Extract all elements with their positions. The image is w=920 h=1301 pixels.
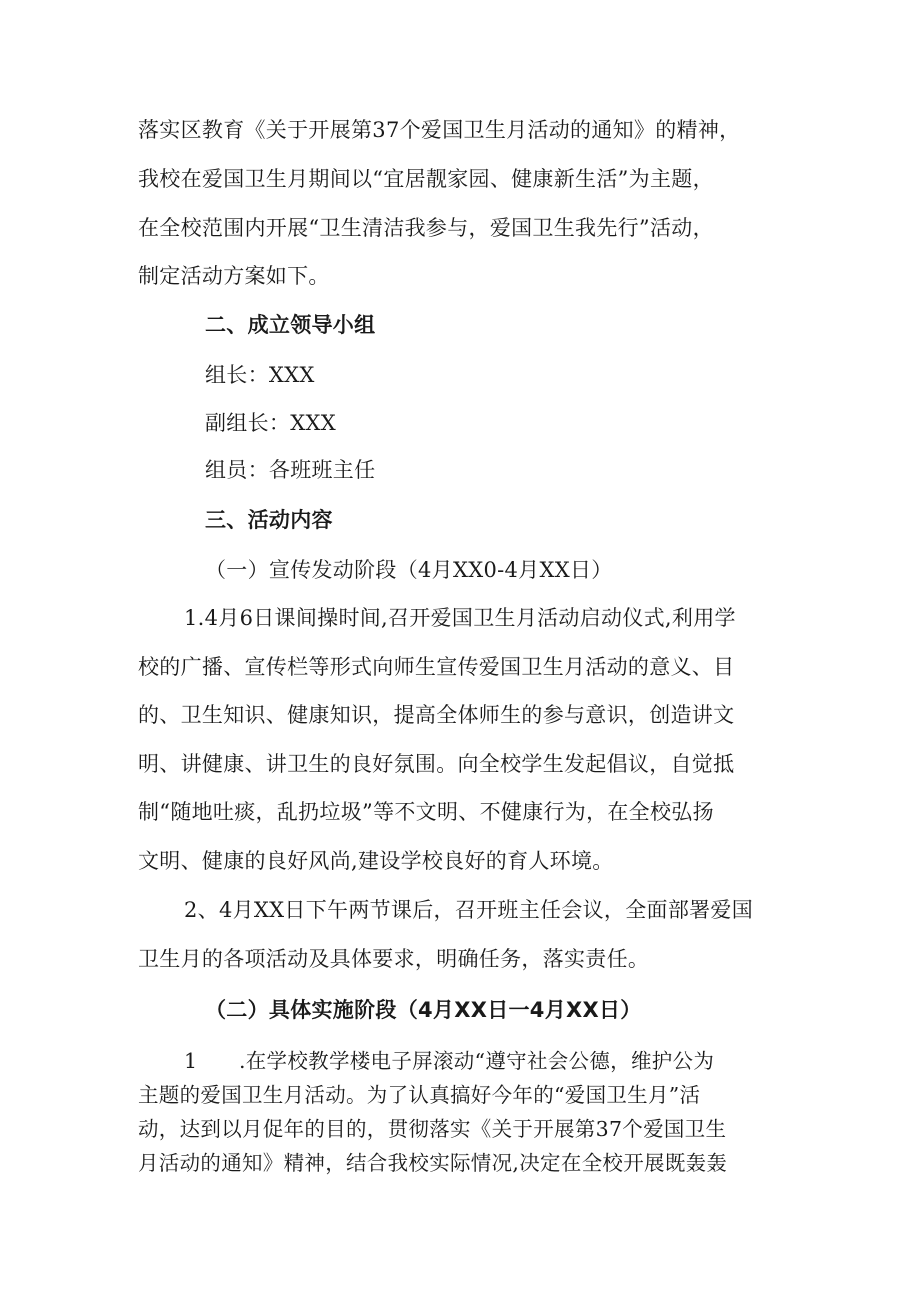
item1-line-5: 制“随地吐痰，乱扔垃圾”等不文明、不健康行为，在全校弘扬 <box>138 800 714 824</box>
item3-line-2: 主题的爱国卫生月活动。为了认真搞好今年的“爱国卫生月”活 <box>138 1083 701 1107</box>
members-line: 组员：各班班主任 <box>205 458 376 482</box>
item3-line-1: 1 .在学校教学楼电子屏滚动“遵守社会公德，维护公为 <box>184 1049 715 1073</box>
intro-line-2: 我校在爱国卫生月期间以“宜居靓家园、健康新生活”为主题， <box>138 167 714 191</box>
item2-line-1: 2、4月XX日下午两节课后，召开班主任会议，全面部署爱国 <box>184 898 754 922</box>
deputy-line: 副组长：XXX <box>205 411 336 435</box>
item1-line-2: 校的广播、宣传栏等形式向师生宣传爱国卫生月活动的意义、目 <box>138 655 735 679</box>
intro-line-4: 制定活动方案如下。 <box>138 264 330 288</box>
intro-line-3: 在全校范围内开展“卫生清洁我参与，爱国卫生我先行”活动， <box>138 216 714 240</box>
intro-line-1: 落实区教育《关于开展第37个爱国卫生月活动的通知》的精神， <box>138 118 741 142</box>
item1-line-6: 文明、健康的良好风尚,建设学校良好的育人环境。 <box>138 849 614 873</box>
item2-line-2: 卫生月的各项活动及具体要求，明确任务，落实责任。 <box>138 947 650 971</box>
stage1-heading: （一）宣传发动阶段（4月XX0-4月XX日） <box>205 558 613 582</box>
item1-line-4: 明、讲健康、讲卫生的良好氛围。向全校学生发起倡议，自觉抵 <box>138 752 735 776</box>
item1-line-3: 的、卫生知识、健康知识，提高全体师生的参与意识，创造讲文 <box>138 703 735 727</box>
leader-line: 组长：XXX <box>205 363 315 387</box>
stage2-heading: （二）具体实施阶段（4月XX日一4月XX日） <box>205 998 642 1022</box>
item3-line-3: 动，达到以月促年的目的，贯彻落实《关于开展第37个爱国卫生 <box>138 1117 727 1141</box>
section3-heading: 三、活动内容 <box>205 508 333 532</box>
section2-heading: 二、成立领导小组 <box>205 313 376 337</box>
item1-line-1: 1.4月6日课间操时间,召开爱国卫生月活动启动仪式,利用学 <box>184 606 736 630</box>
item3-line-4: 月活动的通知》精神，结合我校实际情况,决定在全校开展既轰轰 <box>138 1151 728 1175</box>
